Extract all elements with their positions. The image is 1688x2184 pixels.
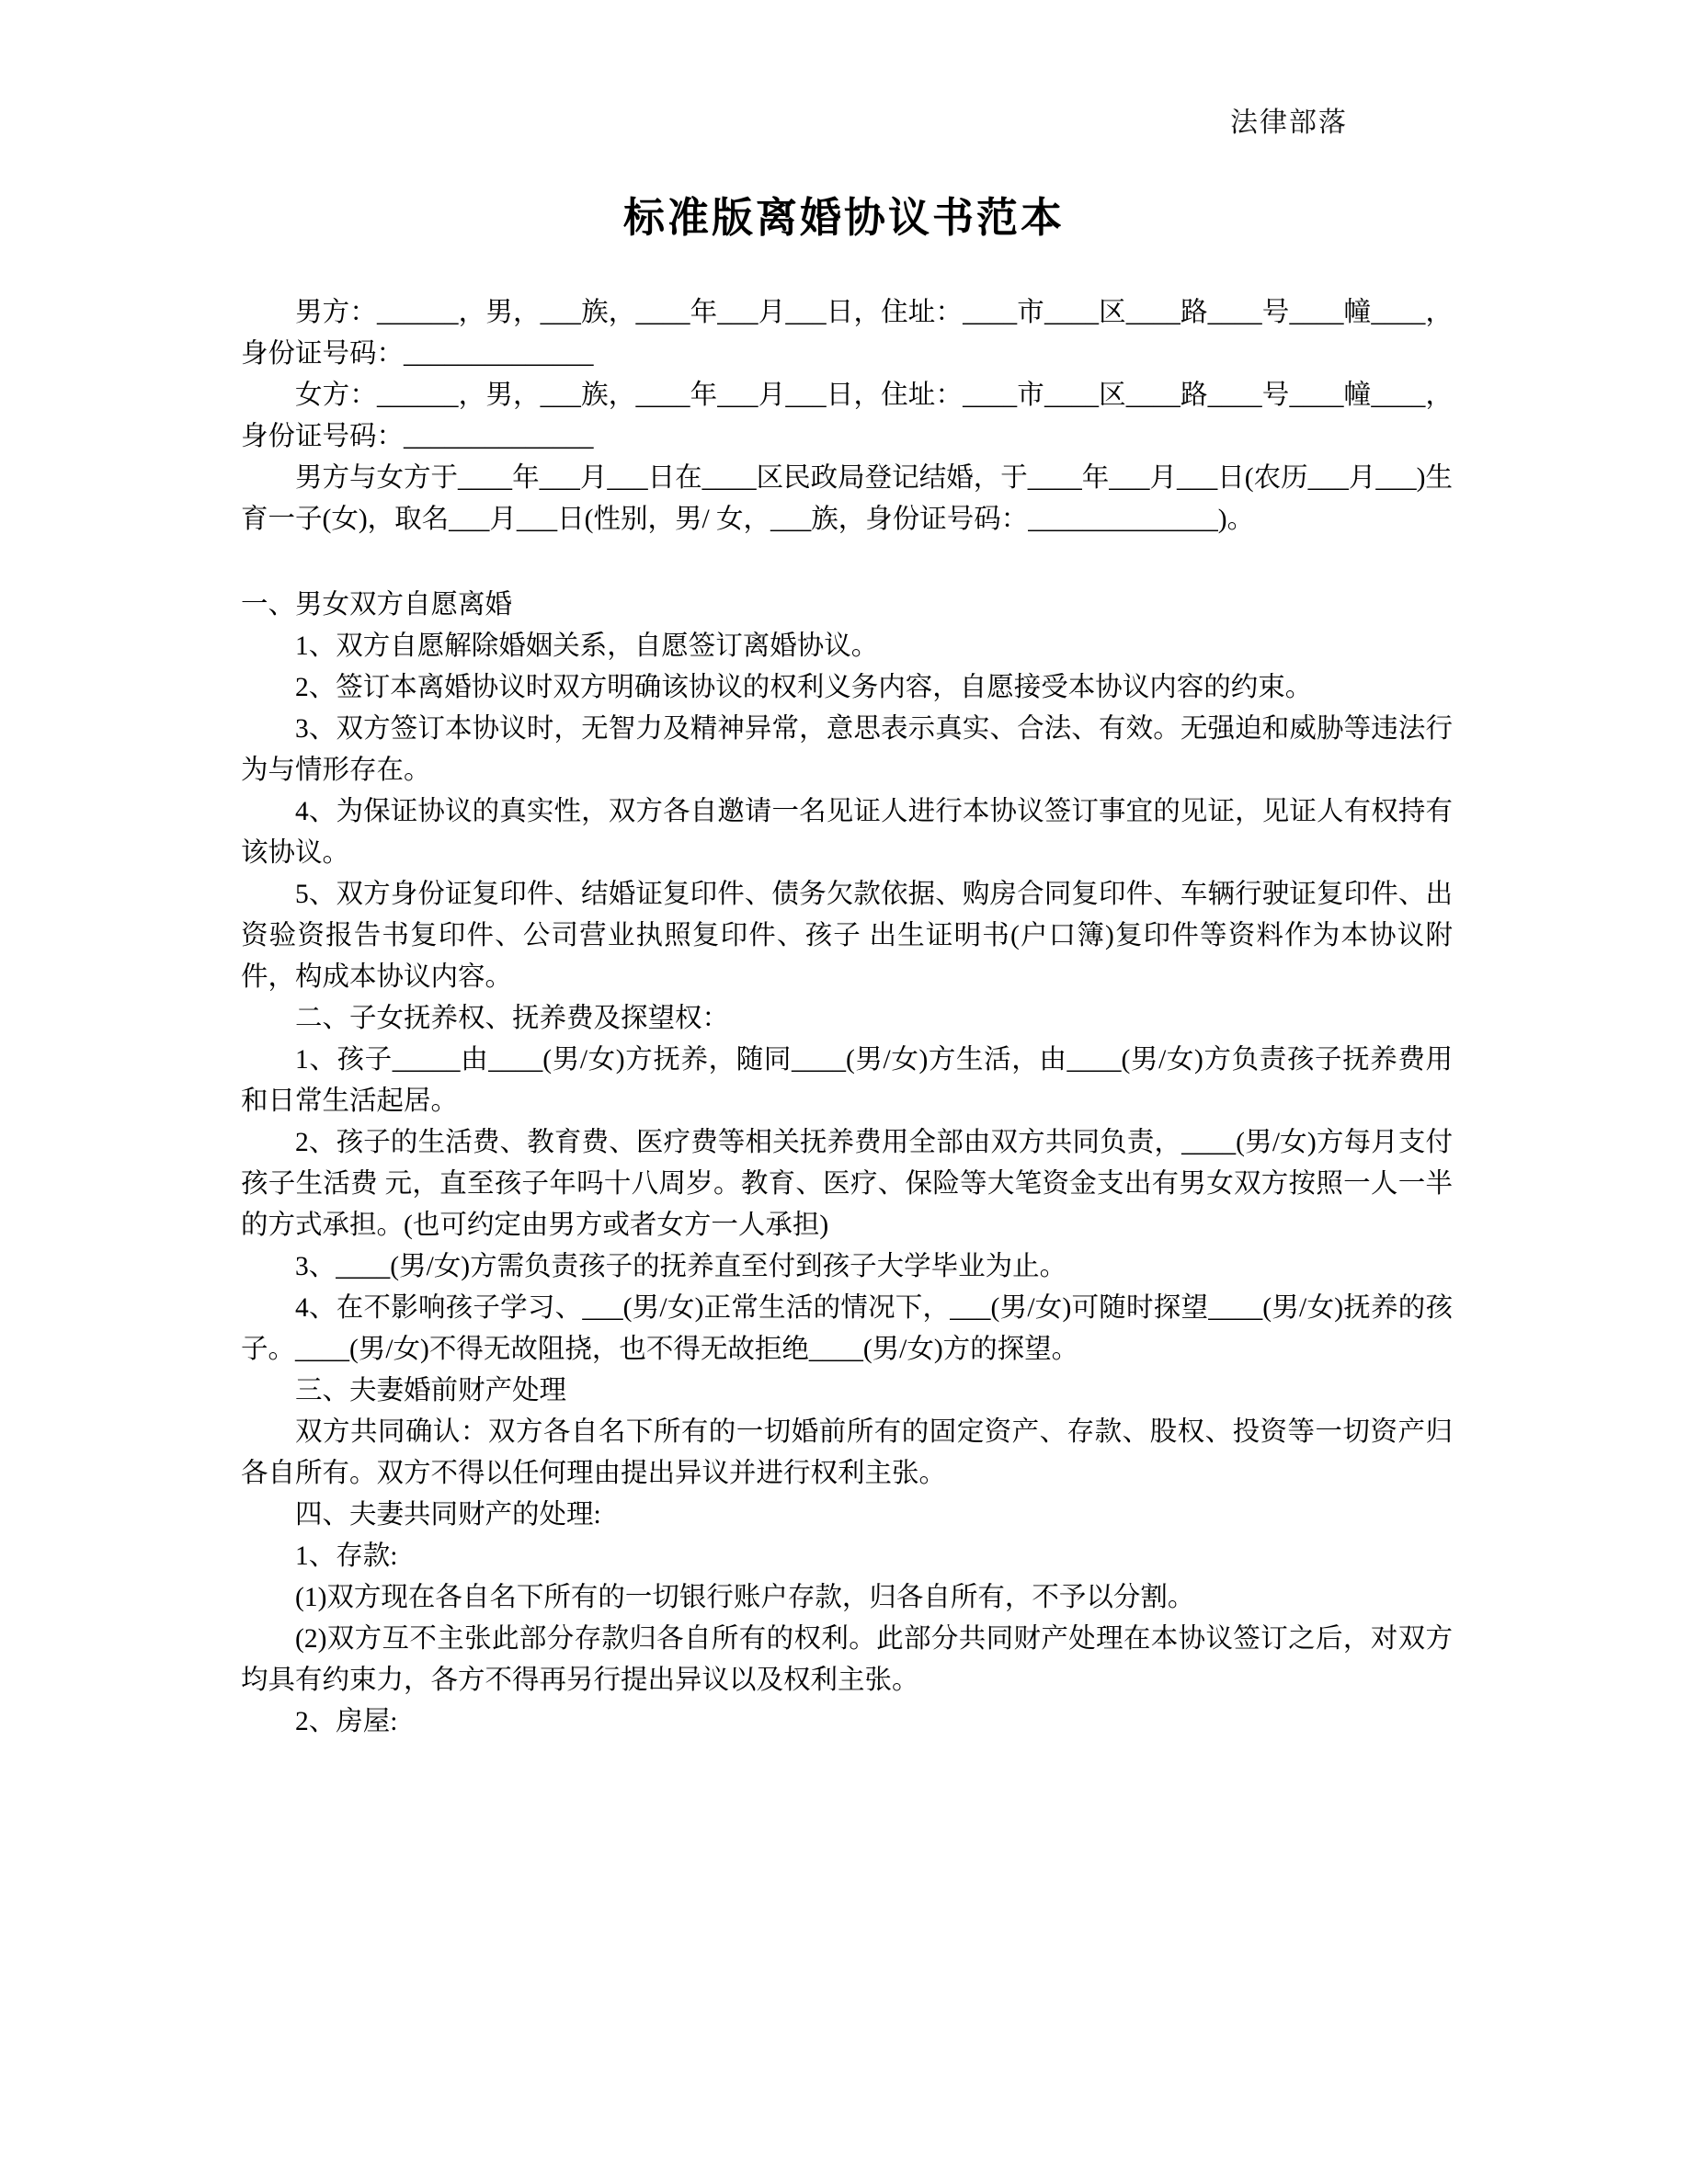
document-title: 标准版离婚协议书范本	[622, 195, 1065, 241]
section-4-heading: 四、夫妻共同财产的处理:	[295, 1500, 601, 1530]
section-1-clause-2: 2、签订本离婚协议时双方明确该协议的权利义务内容，自愿接受本协议内容的约束。	[295, 673, 1313, 702]
section-4-item-1-deposits: 1、存款:	[295, 1541, 398, 1571]
document-body	[241, 292, 1453, 1743]
section-2-clause-3: 3、____(男/女)方需负责孩子的抚养直至付到孩子大学毕业为止。	[295, 1252, 1067, 1281]
section-4-item-1-sub-1: (1)双方现在各自名下所有的一切银行账户存款，归各自所有，不予以分割。	[295, 1583, 1195, 1612]
section-1-heading: 一、男女双方自愿离婚	[241, 590, 513, 620]
section-3-heading: 三、夫妻婚前财产处理	[295, 1376, 567, 1405]
section-1-clause-4: 4、为保证协议的真实性，双方各自邀请一名见证人进行本协议签订事宜的见证，见证人有权持有该协议。	[241, 797, 1453, 868]
section-3-clause-1: 双方共同确认：双方各自名下所有的一切婚前所有的固定资产、存款、股权、投资等一切资产归各自所有。双方不得以任何理由提出异议并进行权利主张。	[241, 1417, 1453, 1488]
section-2-clause-1: 1、孩子_____由____(男/女)方抚养，随同____(男/女)方生活，由____(男/女)方负责孩子抚养费用和日常生活起居。	[241, 1045, 1453, 1116]
section-2-heading: 二、子女抚养权、抚养费及探望权：	[295, 1004, 730, 1033]
party-male-info: 男方：______，男，___族，____年___月___日，住址：____市____区____路____号____幢____，身份证号码：______________	[241, 298, 1453, 369]
section-1-clause-1: 1、双方自愿解除婚姻关系，自愿签订离婚协议。	[295, 631, 879, 661]
section-2-clause-2: 2、孩子的生活费、教育费、医疗费等相关抚养费用全部由双方共同负责，____(男/女)方每月支付孩子生活费 元，直至孩子年吗十八周岁。教育、医疗、保险等大笔资金支出有男女双方按照一人一半的方式承担。(也可约定由男方或者女方一人承担)	[241, 1128, 1453, 1240]
marriage-and-child-info: 男方与女方于____年___月___日在____区民政局登记结婚，于____年___月___日(农历___月___)生育一子(女)，取名___月___日(性别，男/ 女，___族，身份证号码：______________)。	[241, 463, 1453, 534]
brand-watermark: 法律部落	[1230, 108, 1348, 138]
section-1-clause-3: 3、双方签订本协议时，无智力及精神异常，意思表示真实、合法、有效。无强迫和威胁等违法行为与情形存在。	[241, 714, 1453, 785]
section-1-clause-5: 5、双方身份证复印件、结婚证复印件、债务欠款依据、购房合同复印件、车辆行驶证复印件、出资验资报告书复印件、公司营业执照复印件、孩子 出生证明书(户口簿)复印件等资料作为本协议附件，构成本协议内容。	[241, 880, 1453, 992]
party-female-info: 女方：______，男，___族，____年___月___日，住址：____市____区____路____号____幢____，身份证号码：______________	[241, 381, 1453, 451]
section-4-item-2-house: 2、房屋:	[295, 1707, 398, 1736]
section-2-clause-4: 4、在不影响孩子学习、___(男/女)正常生活的情况下，___(男/女)可随时探望____(男/女)抚养的孩子。____(男/女)不得无故阻挠，也不得无故拒绝____(男/女)方的探望。	[241, 1293, 1453, 1364]
section-4-item-1-sub-2: (2)双方互不主张此部分存款归各自所有的权利。此部分共同财产处理在本协议签订之后，对双方均具有约束力，各方不得再另行提出异议以及权利主张。	[241, 1624, 1453, 1695]
